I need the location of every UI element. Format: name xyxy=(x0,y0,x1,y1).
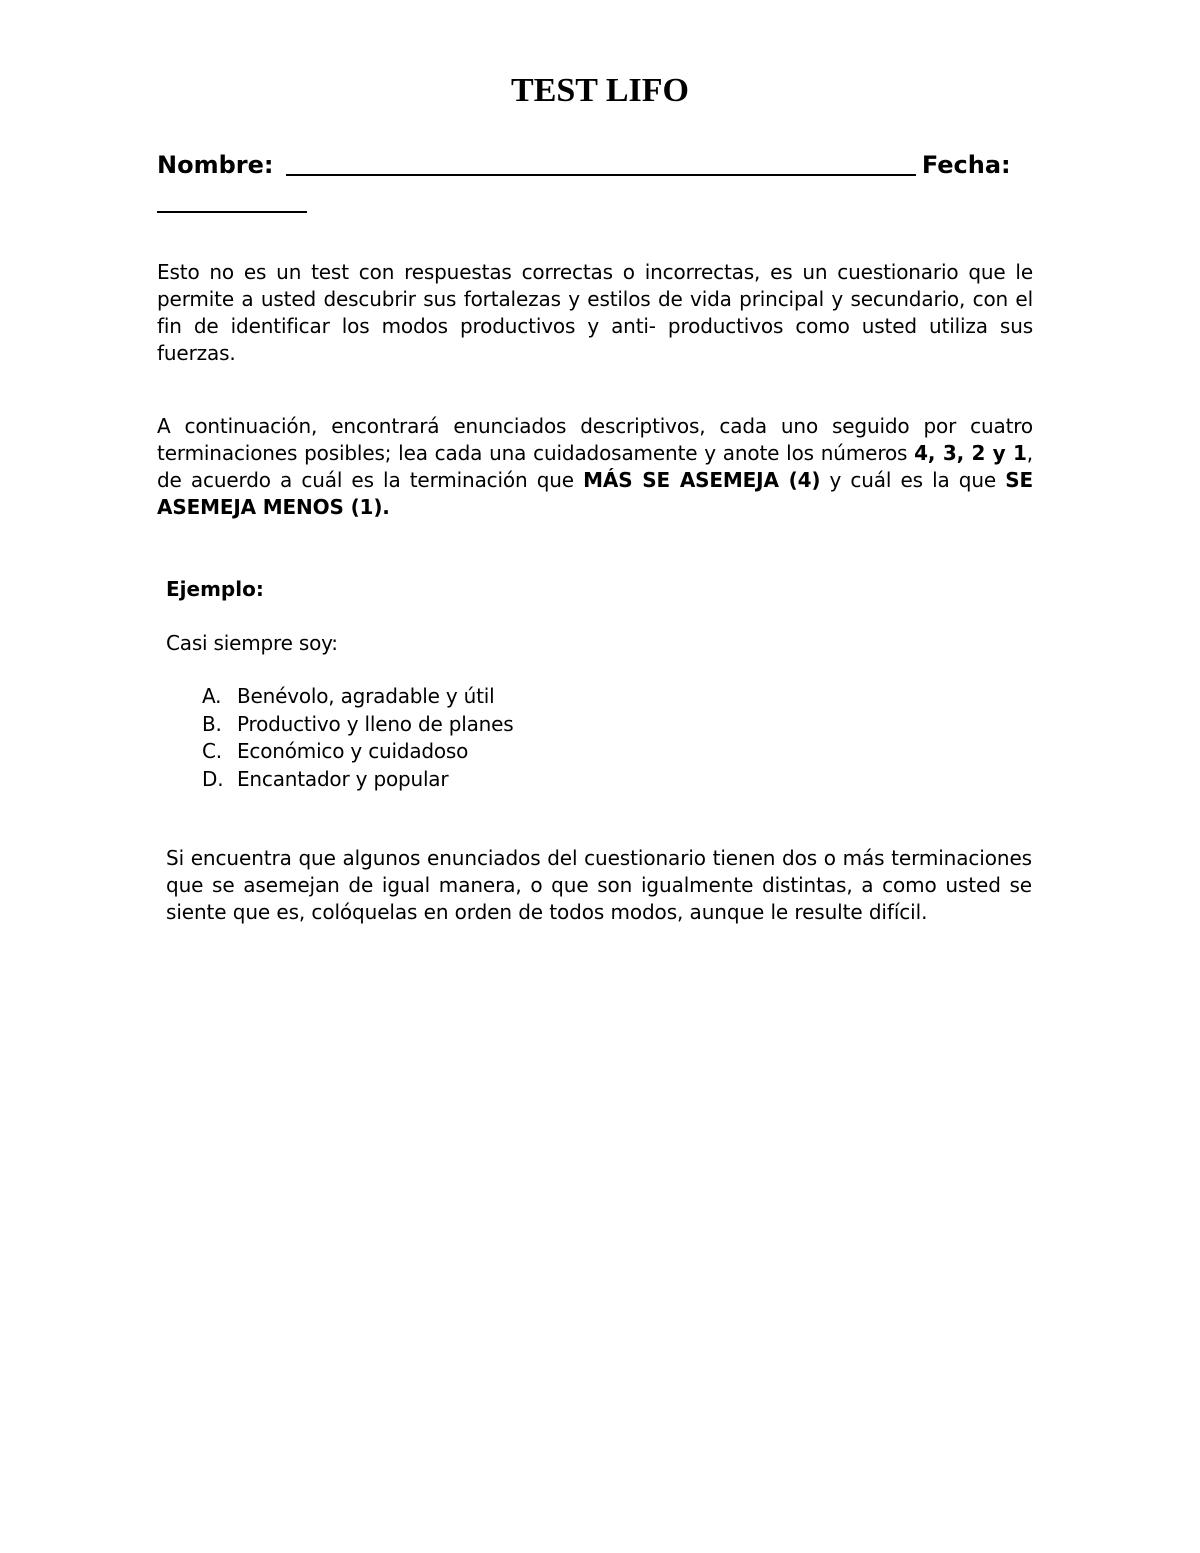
option-text: Económico y cuidadoso xyxy=(237,739,469,763)
option-letter: B. xyxy=(202,711,222,736)
instructions-least: SE ASEMEJA MENOS (1). xyxy=(157,468,1033,519)
example-option xyxy=(202,738,513,766)
instructions-paragraph xyxy=(157,413,1033,521)
instructions-text-1: A continuación, encontrará enunciados descriptivos, cada uno seguido por cuatro terminaciones posibles; lea cada una cuidadosamente y anote los números xyxy=(157,414,1033,465)
page-title: TEST LIFO xyxy=(511,72,689,109)
example-question: Casi siempre soy: xyxy=(166,631,338,655)
example-options-list xyxy=(202,683,513,793)
option-text: Benévolo, agradable y útil xyxy=(237,684,495,708)
closing-paragraph: Si encuentra que algunos enunciados del cuestionario tienen dos o más terminaciones que se asemejan de igual manera, o que son igualmente distintas, a como usted se siente que es, colóquelas en orden de todos modos, aunque le resulte difícil. xyxy=(166,846,1032,924)
name-label: Nombre: xyxy=(157,151,274,179)
option-text: Productivo y lleno de planes xyxy=(237,711,514,736)
instructions-text-3: y cuál es la que xyxy=(820,468,1006,492)
instructions-text-2: , de acuerdo a cuál es la terminación que xyxy=(157,441,1033,492)
date-blank-line xyxy=(157,211,307,213)
instructions-most: MÁS SE ASEMEJA (4) xyxy=(583,468,821,492)
date-label: Fecha: xyxy=(921,151,1011,179)
example-option xyxy=(202,683,513,711)
intro-paragraph: Esto no es un test con respuestas correctas o incorrectas, es un cuestionario que le permite a usted descubrir sus fortalezas y estilos de vida principal y secundario, con el fin de identificar los modos productivos y anti- productivos como usted utiliza sus fuerzas. xyxy=(157,260,1033,365)
option-letter: A. xyxy=(202,684,222,708)
option-letter: D. xyxy=(202,766,224,791)
example-option xyxy=(202,766,513,794)
option-letter: C. xyxy=(202,739,222,763)
name-date-line xyxy=(157,148,1057,182)
date-blank-row xyxy=(157,190,457,220)
example-label: Ejemplo: xyxy=(166,577,264,601)
option-text: Encantador y popular xyxy=(237,766,449,791)
name-blank-line xyxy=(286,174,916,176)
instructions-numbers: 4, 3, 2 y 1 xyxy=(914,441,1027,465)
example-option xyxy=(202,711,513,739)
